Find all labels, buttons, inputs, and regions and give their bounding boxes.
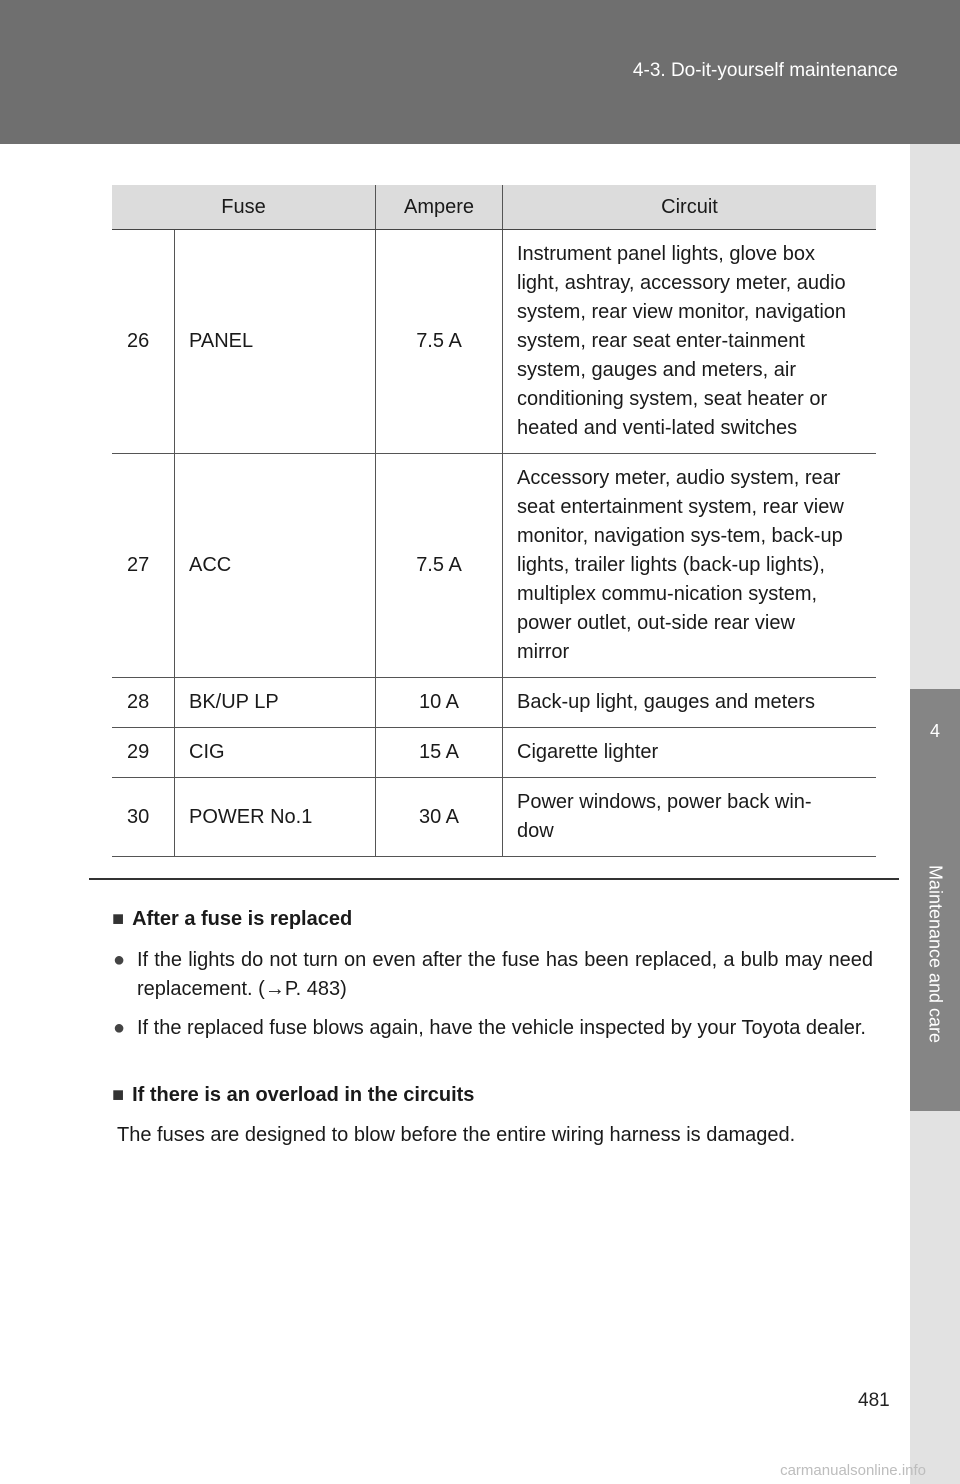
note-bullet xyxy=(113,946,873,1004)
chapter-side-tab xyxy=(910,144,960,1484)
page-number: 481 xyxy=(858,1390,890,1411)
fuse-ampere: 30 A xyxy=(376,778,503,857)
fuse-name: POWER No.1 xyxy=(175,778,376,857)
fuse-name: PANEL xyxy=(175,230,376,454)
fuse-circuit: Accessory meter, audio system, rear seat entertainment system, rear view monitor, navigation sys-tem, back-up lights, trailer lights (back-up lights), multiplex commu-nication system, power outlet, out-side rear view mirror xyxy=(503,454,877,678)
fuse-circuit: Power windows, power back win-dow xyxy=(503,778,877,857)
section-divider xyxy=(89,878,899,880)
fuse-name: CIG xyxy=(175,728,376,778)
fuse-ampere: 7.5 A xyxy=(376,230,503,454)
section-title: 4-3. Do-it-yourself maintenance xyxy=(632,60,898,81)
fuse-ampere: 10 A xyxy=(376,678,503,728)
table-row xyxy=(112,728,876,778)
fuse-circuit: Back-up light, gauges and meters xyxy=(503,678,877,728)
note-bullet-text: If the lights do not turn on even after the fuse has been replaced, a bulb may need replacement. (→P. 483) xyxy=(137,949,873,1000)
header-fuse: Fuse xyxy=(112,185,376,230)
fuse-number: 27 xyxy=(112,454,175,678)
note-heading-overload xyxy=(112,1084,474,1107)
table-row xyxy=(112,778,876,857)
table-row xyxy=(112,454,876,678)
header-ampere: Ampere xyxy=(376,185,503,230)
note-paragraph: The fuses are designed to blow before the entire wiring harness is damaged. xyxy=(117,1124,796,1146)
chapter-tab-highlight xyxy=(910,689,960,1111)
fuse-name: BK/UP LP xyxy=(175,678,376,728)
fuse-ampere: 7.5 A xyxy=(376,454,503,678)
fuse-number: 26 xyxy=(112,230,175,454)
note-bullet xyxy=(113,1014,873,1043)
note-heading-text: After a fuse is replaced xyxy=(132,908,353,930)
square-bullet-icon: ■ xyxy=(112,1084,125,1106)
fuse-number: 28 xyxy=(112,678,175,728)
note-heading-text: If there is an overload in the circuits xyxy=(132,1084,475,1106)
fuse-number: 30 xyxy=(112,778,175,857)
table-row xyxy=(112,230,876,454)
circle-bullet-icon: ● xyxy=(113,949,126,971)
watermark: carmanualsonline.info xyxy=(780,1462,926,1479)
fuse-ampere: 15 A xyxy=(376,728,503,778)
fuse-circuit: Cigarette lighter xyxy=(503,728,877,778)
fuse-circuit: Instrument panel lights, glove box light, ashtray, accessory meter, audio system, rear view monitor, navigation system, rear seat enter-tainment system, gauges and meters, air conditioning system, seat heater or heated and venti-lated switches xyxy=(503,230,877,454)
chapter-title: Maintenance and care xyxy=(925,864,946,1044)
fuse-name: ACC xyxy=(175,454,376,678)
circle-bullet-icon: ● xyxy=(113,1017,126,1039)
chapter-number: 4 xyxy=(929,721,940,741)
fuse-table xyxy=(112,185,876,857)
table-header-row xyxy=(112,185,876,230)
header-circuit: Circuit xyxy=(503,185,877,230)
fuse-number: 29 xyxy=(112,728,175,778)
page-header xyxy=(0,0,960,144)
note-bullet-text: If the replaced fuse blows again, have the vehicle inspected by your Toyota dealer. xyxy=(137,1017,866,1039)
square-bullet-icon: ■ xyxy=(112,908,125,930)
note-heading-fuse-replaced xyxy=(112,908,352,931)
table-row xyxy=(112,678,876,728)
